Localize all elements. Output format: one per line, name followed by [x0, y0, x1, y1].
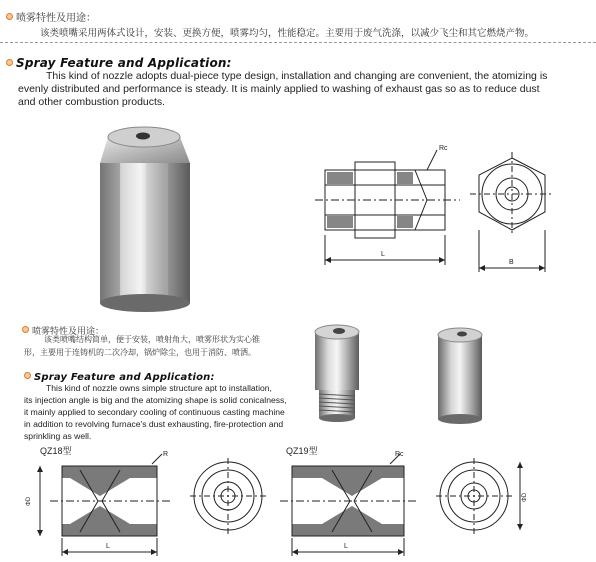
section2-en-line: sprinkling as well.: [24, 431, 92, 441]
b-label: B: [509, 259, 514, 266]
section1-cn-text: 该类喷嘴采用两体式设计，安装、更换方便，喷雾均匀，性能稳定。主要用于废气洗涤，以减少飞尘和其它燃烧产物。: [40, 28, 535, 39]
section1-en-line: This kind of nozzle adopts dual-piece type design, installation and changing are convenient, the atomizing is: [46, 70, 548, 82]
section2-en-heading: Spray Feature and Application:: [34, 372, 215, 383]
section1-en-line: and other combustion products.: [18, 96, 166, 108]
hex-nozzle-end-view: [465, 150, 565, 275]
section1-en-line: evenly distributed and performance is steady. It is mainly applied to washing of exhaust gas so as to reduce dust: [18, 83, 540, 95]
section2-en-line: its injection angle is big and the atomizing shape is solid conicalness,: [24, 395, 287, 405]
qz18-d-label: ΦD: [26, 496, 32, 506]
section2-en-line: in addition to revolving furnace's dust exhausting, fire-protection and: [24, 419, 284, 429]
section1-en-text: [18, 70, 593, 109]
qz18-l-label: L: [106, 543, 110, 550]
qz19-l-label: L: [344, 543, 348, 550]
section2-cn-heading: 喷雾特性及用途：: [32, 327, 105, 337]
section2-cn-line: 该类喷嘴结构简单，便于安装，喷射角大，喷雾形状为实心锥: [44, 335, 260, 344]
qz18-label: QZ18型: [40, 446, 72, 456]
qz18-end-view: [188, 456, 268, 536]
qz19-end-view: [436, 456, 536, 542]
l-label: L: [381, 251, 385, 258]
hex-nozzle-section-drawing: [315, 140, 465, 275]
qz19-section-drawing: [262, 448, 422, 560]
section2-en-line: it mainly applied to secondary cooling of continuous casting machine: [24, 407, 285, 417]
bullet-icon: [24, 372, 31, 379]
qz19-label: QZ19型: [286, 446, 318, 456]
qz19-d-label: ΦD: [522, 492, 528, 502]
section1-en-heading: Spray Feature and Application:: [16, 56, 232, 70]
section2-en-line: This kind of nozzle owns simple structure apt to installation,: [46, 383, 272, 393]
qz18-section-drawing: [20, 448, 180, 560]
section2-en-text: [24, 382, 294, 442]
section1-cn-heading: 喷雾特性及用途：: [16, 13, 96, 24]
section2-cn-text: [24, 333, 260, 359]
rc-label: Rc: [439, 145, 448, 152]
bullet-icon: [22, 326, 29, 333]
section1-cn-heading-row: [6, 6, 96, 25]
qz18-r-label: R: [163, 451, 169, 458]
section1-en-heading-row: [6, 52, 232, 71]
bullet-icon: [6, 13, 13, 20]
threaded-nozzle-photo: [303, 322, 373, 422]
divider: [0, 42, 596, 43]
section2-cn-line: 形，主要用于连铸机的二次冷却，锅炉除尘，也用于消防、喷洒。: [24, 348, 256, 357]
qz19-rc-label: Rc: [395, 451, 404, 458]
plain-nozzle-photo: [432, 325, 488, 425]
bullet-icon: [6, 59, 13, 66]
hex-nozzle-photo: [88, 125, 203, 315]
